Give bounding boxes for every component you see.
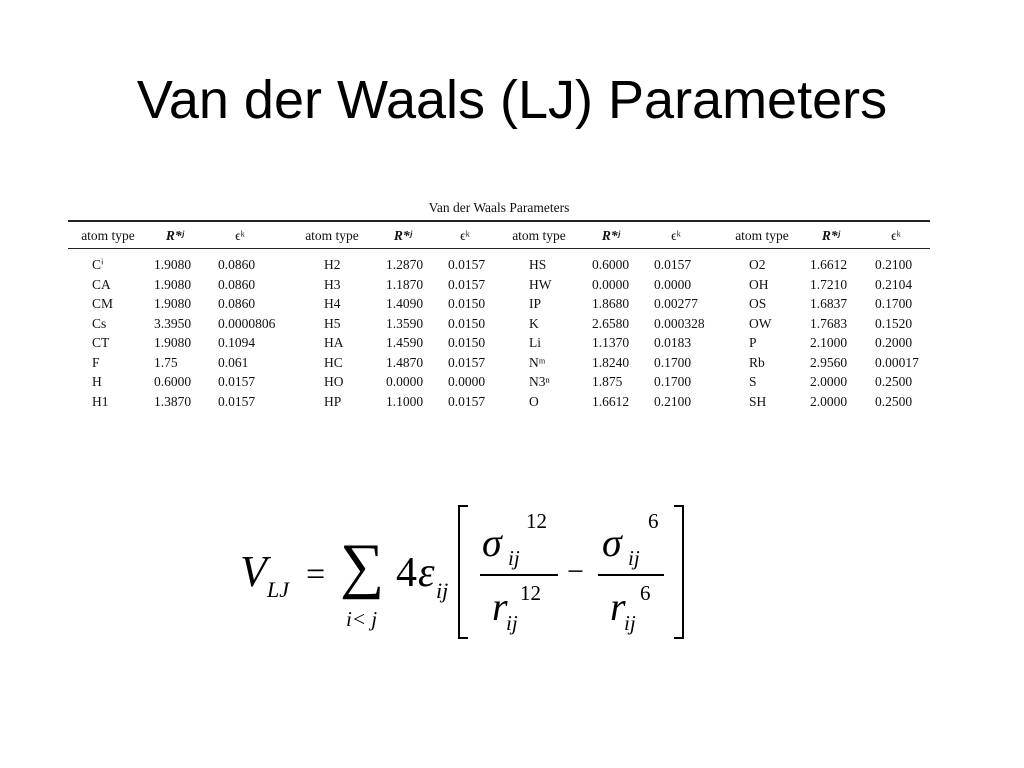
table-cell: 0.6000: [154, 374, 192, 389]
table-cell: HS: [529, 257, 547, 272]
table-cell: 0.000328: [654, 315, 705, 331]
table-cell: 0.0000: [654, 276, 692, 292]
vdw-parameters-table: [68, 197, 930, 413]
table-cell: 1.2870: [386, 257, 424, 272]
table-cell: 3.3950: [154, 315, 192, 331]
formula-sigma-subscript: ij: [628, 546, 640, 570]
header-r-star: R*ʲ: [393, 228, 413, 243]
table-cell: 0.0150: [448, 296, 486, 311]
formula-r-subscript: ij: [506, 611, 518, 635]
table-cell: S: [749, 374, 757, 389]
table-cell: 2.1000: [810, 335, 848, 350]
table-cell: OW: [749, 315, 772, 331]
formula-sigma-numerator: σ: [602, 520, 622, 565]
fraction-bar-repulsive: [480, 574, 558, 576]
table-cell: 0.0860: [218, 276, 256, 292]
header-epsilon: ϵᵏ: [460, 228, 470, 243]
table-row: [68, 334, 930, 354]
formula-sigma-numerator: σ: [482, 520, 502, 565]
formula-minus: −: [567, 555, 584, 588]
table-cell: 0.0150: [448, 335, 486, 350]
formula-sum-symbol: ∑: [340, 532, 385, 600]
table-cell: 0.0157: [218, 393, 256, 409]
table-cell: 0.0157: [448, 354, 486, 370]
table-cell: 1.7683: [810, 315, 848, 331]
table-cell: SH: [749, 393, 767, 409]
table-cell: 1.6612: [810, 257, 848, 272]
left-bracket-top: [458, 505, 468, 507]
slide-title: Van der Waals (LJ) Parameters: [136, 70, 888, 130]
formula-equals: =: [306, 556, 326, 593]
header-r-star: R*ʲ: [165, 228, 185, 243]
table-cell: 0.2000: [875, 335, 913, 350]
table-cell: HW: [529, 276, 552, 292]
table-cell: H5: [324, 315, 341, 331]
table-cell: 0.2100: [654, 393, 692, 409]
table-cell: 0.0000: [386, 374, 424, 389]
header-r-star: R*ʲ: [821, 228, 841, 243]
table-cell: 1.3590: [386, 315, 424, 331]
header-atom-type: atom type: [305, 228, 359, 243]
table-cell: HA: [324, 335, 344, 350]
table-cell: 1.75: [154, 354, 178, 370]
formula-exponent-repulsive-denominator: 12: [520, 581, 541, 605]
table-cell: 0.1700: [654, 374, 692, 389]
table-cell: 0.2100: [875, 257, 913, 272]
formula-sigma-subscript: ij: [508, 546, 520, 570]
table-row: [68, 256, 930, 276]
formula-r-denominator: r: [610, 584, 626, 629]
header-atom-type: atom type: [81, 228, 135, 243]
table-cell: H3: [324, 276, 341, 292]
table-cell: HO: [324, 374, 344, 389]
table-cell: 0.0157: [218, 374, 256, 389]
table-cell: 0.0157: [448, 393, 486, 409]
header-atom-type: atom type: [512, 228, 566, 243]
table-cell: 0.1700: [875, 296, 913, 311]
table-cell: H2: [324, 257, 341, 272]
formula-coefficient: 4: [396, 550, 417, 596]
left-bracket-vertical: [458, 505, 460, 639]
formula-lhs-symbol: V: [240, 547, 267, 596]
formula-sum-index: i< j: [346, 607, 378, 631]
lennard-jones-formula: [230, 495, 700, 655]
table-cell: 1.8680: [592, 296, 630, 311]
table-cell: 0.061: [218, 354, 249, 370]
table-cell: CT: [92, 335, 110, 350]
table-cell: 0.0157: [448, 257, 486, 272]
table-row: [68, 393, 930, 413]
table-cell: 0.0860: [218, 296, 256, 311]
table-cell: O: [529, 393, 539, 409]
right-bracket-vertical: [682, 505, 684, 639]
table-row: [68, 373, 930, 393]
table-cell: HC: [324, 354, 343, 370]
table-cell: 1.9080: [154, 335, 192, 350]
table-row: [68, 315, 930, 335]
table-cell: 1.1870: [386, 276, 424, 292]
table-cell: CM: [92, 296, 114, 311]
table-cell: P: [749, 335, 757, 350]
table-cell: 1.8240: [592, 354, 630, 370]
table-cell: 1.1000: [386, 393, 424, 409]
table-cell: H: [92, 374, 102, 389]
formula-exponent-attractive: 6: [648, 509, 659, 533]
table-cell: Cⁱ: [92, 257, 104, 272]
table-cell: 0.0183: [654, 335, 692, 350]
table-cell: OS: [749, 296, 767, 311]
table-cell: K: [529, 315, 539, 331]
table-cell: F: [92, 354, 100, 370]
table-cell: Cs: [92, 315, 107, 331]
table-row: [68, 295, 930, 315]
table-cell: 1.875: [592, 374, 623, 389]
header-atom-type: atom type: [735, 228, 789, 243]
header-r-star: R*ʲ: [601, 228, 621, 243]
table-cell: 0.0150: [448, 315, 486, 331]
table-cell: 0.0157: [654, 257, 692, 272]
table-cell: 1.6612: [592, 393, 630, 409]
left-bracket-bottom: [458, 637, 468, 639]
table-cell: 2.9560: [810, 354, 848, 370]
right-bracket-bottom: [674, 637, 684, 639]
right-bracket-top: [674, 505, 684, 507]
table-row: [68, 354, 930, 374]
table-cell: O2: [749, 257, 766, 272]
formula-r-denominator: r: [492, 584, 508, 629]
table-cell: 1.1370: [592, 335, 630, 350]
table-cell: 0.00277: [654, 296, 698, 311]
table-cell: 0.0000: [592, 276, 630, 292]
table-cell: 1.7210: [810, 276, 848, 292]
table-cell: Rb: [749, 354, 765, 370]
table-cell: HP: [324, 393, 342, 409]
formula-epsilon-subscript: ij: [436, 578, 449, 603]
table-cell: OH: [749, 276, 769, 292]
header-epsilon: ϵᵏ: [235, 228, 245, 243]
table-header-row: [68, 227, 930, 245]
table-cell: 2.6580: [592, 315, 630, 331]
table-row: [68, 276, 930, 296]
table-cell: H4: [324, 296, 341, 311]
fraction-bar-attractive: [598, 574, 664, 576]
table-cell: 0.1094: [218, 335, 256, 350]
table-cell: 0.1700: [654, 354, 692, 370]
table-cell: IP: [529, 296, 542, 311]
table-cell: N3ⁿ: [529, 374, 550, 389]
formula-exponent-attractive-denominator: 6: [640, 581, 651, 605]
table-cell: Li: [529, 335, 541, 350]
table-cell: 1.9080: [154, 257, 192, 272]
table-cell: 1.9080: [154, 276, 192, 292]
table-cell: 0.2104: [875, 276, 913, 292]
table-cell: 1.6837: [810, 296, 848, 311]
table-cell: 1.4090: [386, 296, 424, 311]
formula-r-subscript: ij: [624, 611, 636, 635]
table-cell: 1.9080: [154, 296, 192, 311]
table-cell: CA: [92, 276, 111, 292]
table-top-rule: [68, 220, 930, 222]
header-epsilon: ϵᵏ: [891, 228, 901, 243]
table-cell: 0.0860: [218, 257, 256, 272]
table-caption: Van der Waals Parameters: [428, 200, 570, 215]
table-cell: Nᵐ: [529, 354, 546, 370]
table-cell: 0.2500: [875, 374, 913, 389]
table-cell: 1.4590: [386, 335, 424, 350]
table-cell: 2.0000: [810, 393, 848, 409]
table-cell: 0.0000: [448, 374, 486, 389]
table-cell: H1: [92, 393, 109, 409]
table-cell: 2.0000: [810, 374, 848, 389]
formula-lhs-subscript: LJ: [267, 577, 289, 602]
table-cell: 1.4870: [386, 354, 424, 370]
formula-epsilon: ε: [418, 550, 435, 596]
table-cell: 0.2500: [875, 393, 913, 409]
table-cell: 1.3870: [154, 393, 192, 409]
table-cell: 0.6000: [592, 257, 630, 272]
table-cell: 0.0157: [448, 276, 486, 292]
table-cell: 0.0000806: [218, 315, 276, 331]
formula-exponent-repulsive: 12: [526, 509, 547, 533]
table-cell: 0.1520: [875, 315, 913, 331]
table-header-rule: [68, 248, 930, 249]
table-cell: 0.00017: [875, 354, 919, 370]
header-epsilon: ϵᵏ: [671, 228, 681, 243]
